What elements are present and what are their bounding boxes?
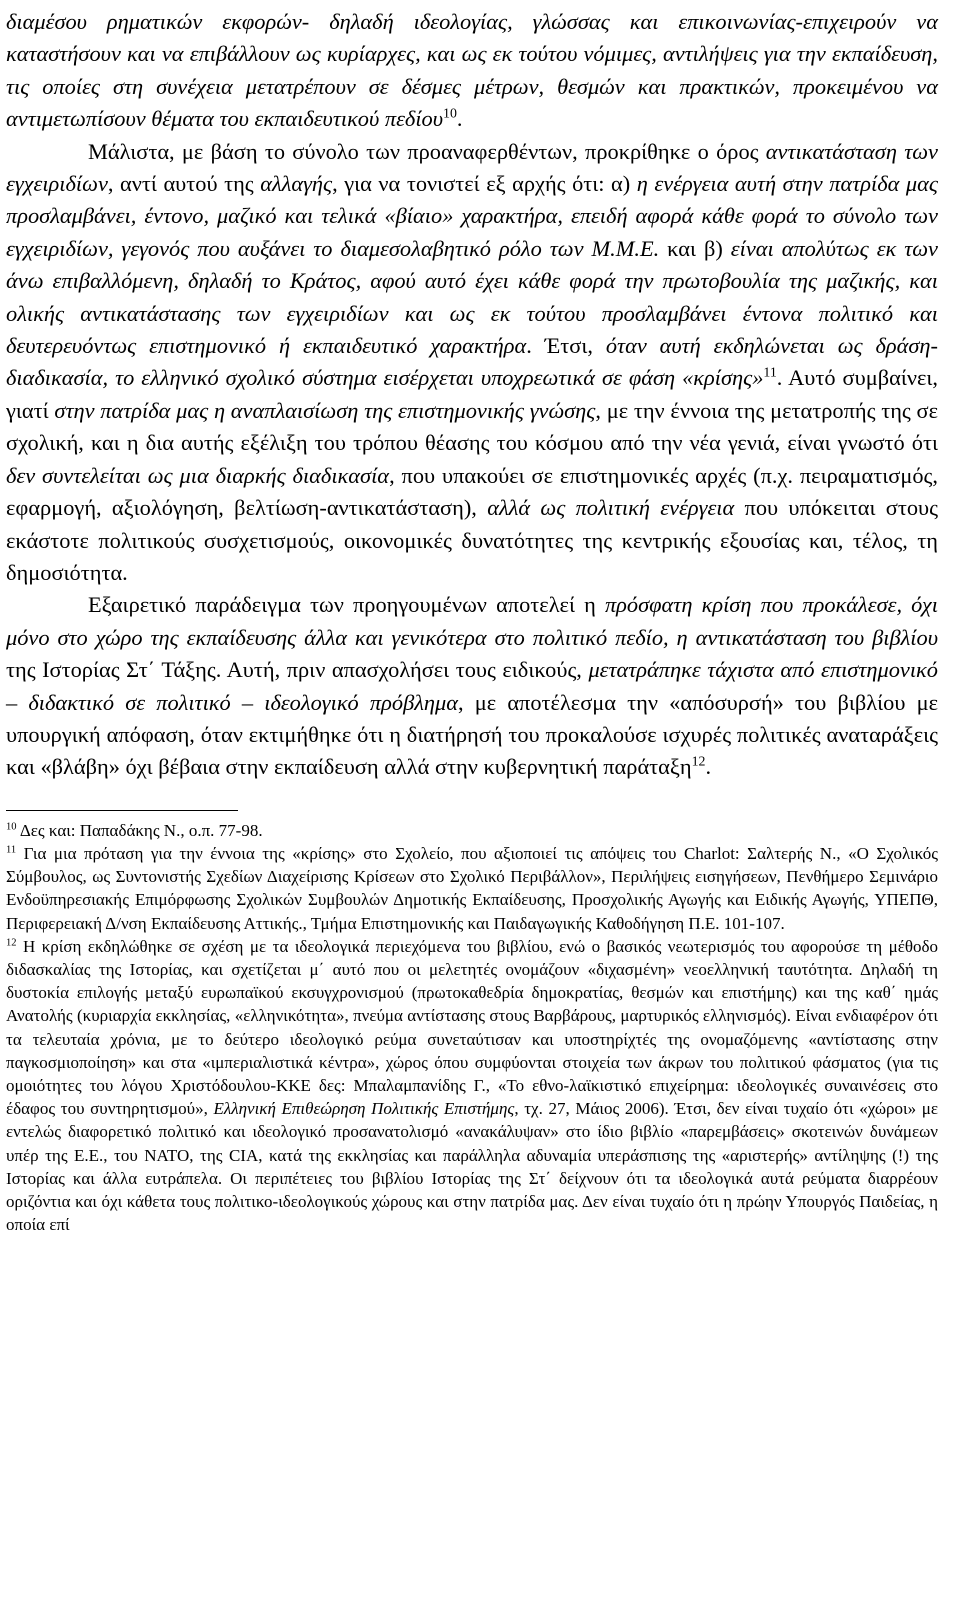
paragraph-2 [6, 136, 938, 590]
text-run: , τχ. 27, Μάιος 2006). Έτσι, δεν είναι τυχαίο ότι «χώροι» με εντελώς διαφορετικό πολιτικό και ιδεολογικό προσανατολισμό «ανακάλυψαν» στο ίδιο βιβλίο «παρεμβάσεις» σκοτεινών δυνάμεων υπέρ της Ε.Ε., του ΝΑΤΟ, της CIA, κατά της εκκλησίας και παράλληλα αδυναμία υπεράσπισης της «αριστερής» αντίληψης (!) της Ιστορίας και άλλα ευτράπελα. Οι περιπέτειες του βιβλίου Ιστορίας της Στ΄ δείχνουν ότι τα ιδεολογικά αυτά ρεύματα διαρρέουν οριζόντια και όχι κάθετα τους πολιτικο-ιδεολογικούς χώρους και στην πατρίδα μας. Δεν είναι τυχαίο ότι η πρώην Υπουργός Παιδείας, η οποία επί [6, 1099, 939, 1235]
text-run: πρόσφατη κρίση που προκάλεσε, όχι μόνο στο χώρο της εκπαίδευσης άλλα και γενικότερα στο πολιτικό πεδίο, η αντικατάσταση του βιβλίου [6, 592, 938, 650]
text-run: . [705, 754, 712, 780]
text-run: Μάλιστα, με βάση το σύνολο των προαναφερθέντων, προκρίθηκε ο όρος [88, 138, 766, 164]
footnote-ref: 10 [443, 106, 457, 122]
text-run: Ελληνική Επιθεώρηση Πολιτικής Επιστήμης [213, 1099, 515, 1119]
text-run: στην πατρίδα μας η αναπλαισίωση της επιστημονικής γνώσης [54, 397, 596, 423]
text-run: μετατράπηκε τάχιστα από επιστημονικό – διδακτικό σε πολιτικό – ιδεολογικό πρόβλημα [6, 657, 939, 715]
paragraph-1 [6, 6, 938, 136]
text-run: , με αποτέλεσμα την «απόσυρσή» του βιβλίου με υπουργική απόφαση, όταν εκτιμήθηκε ότι η διατήρησή του προκαλούσε ισχυρές πολιτικές αναταράξεις και «βλάβη» όχι βέβαια στην εκπαίδευση αλλά στην κυβερνητική παράταξη [6, 689, 938, 780]
text-run: , που υπακούει σε επιστημονικές αρχές (π.χ. πειραματισμός, εφαρμογή, αξιολόγηση, βελτίωση-αντικατάσταση), [6, 462, 939, 521]
text-run: . Αυτό συμβαίνει, γιατί [6, 365, 938, 423]
text-run: και β) [659, 235, 731, 261]
footnote-ref: 12 [6, 937, 17, 949]
text-run: είναι απολύτως εκ των άνω επιβαλλόμενη, δηλαδή το Κράτος, αφού αυτό έχει κάθε φορά την πρωτοβουλία της μαζικής, και ολικής αντικατάστασης των εγχειριδίων και ως εκ τούτου προσλαμβάνει έντονα πολιτικό και δευτερευόντως επιστημονικό ή εκπαιδευτικό χαρακτήρα [6, 235, 938, 359]
text-run: η ενέργεια αυτή στην πατρίδα μας προσλαμβάνει, έντονο, μαζικό και τελικά «βίαιο» χαρακτήρα, επειδή αφορά κάθε φορά το σύνολο των εγχειριδίων, γεγονός που αυξάνει το διαμεσολαβητικό ρόλο των Μ.Μ.Ε. [6, 171, 938, 261]
footnote-11 [6, 842, 938, 935]
text-run: διαμέσου ρηματικών εκφορών- δηλαδή ιδεολογίας, γλώσσας και επικοινωνίας-επιχειρούν να καταστήσουν και να επιβάλλουν ως κυρίαρχες, και ως εκ τούτου νόμιμες, αντιλήψεις για την εκπαίδευση, τις οποίες στη συνέχεια μετατρέπουν σε δέσμες μέτρων, θεσμών και πρακτικών, προκειμένου να αντιμετωπίσουν θέματα του εκπαιδευτικού πεδίου [6, 9, 938, 132]
text-run: όταν αυτή εκδηλώνεται ως δράση-διαδικασία, το ελληνικό σχολικό σύστημα εισέρχεται υποχρεωτικά σε φάση «κρίσης» [6, 333, 938, 391]
footnote-separator [6, 810, 238, 811]
footnote-ref: 10 [6, 821, 17, 833]
footnote-ref: 11 [6, 844, 17, 856]
text-run: δεν συντελείται ως μια διαρκής διαδικασία [6, 462, 390, 488]
text-run: Η κρίση εκδηλώθηκε σε σχέση με τα ιδεολογικά περιεχόμενα του βιβλίου, ενώ ο βασικός νεωτερισμός του αφορούσε τη μέθοδο διδασκαλίας της Ιστορίας, και σχετίζεται μ΄ αυτό που οι μελετητές ονομάζουν «διχασμένη» νεοελληνική ταυτότητα. Δηλαδή τη δυστοκία επιλογής μεταξύ ευρωπαϊκού εκσυγχρονισμού (πρωτοκαθεδρία δημοκρατίας, θεσμών και επιστήμης) και της καθ΄ ημάς Ανατολής (κυριαρχία εκκλησίας, «ελληνικότητα», πνεύμα αντίστασης στους Βαρβάρους, μαρτυρικός ελληνισμός). Είναι ενδιαφέρον ότι τα τελευταία χρόνια, με το δεύτερο ιδεολογικό ρεύμα συνεταύτισαν και υποστηρίχτές της ονομαζόμενης «αντίστασης στην παγκοσμιοποίηση» και στα «ιμπεριαλιστικά κέντρα», χώρος όπου συμφύονται στοιχεία των άκρων του πολιτικού φάσματος (για τις ομοιότητες του λόγου Χριστόδουλου-ΚΚΕ δες: Μπαλαμπανίδης Γ., «Το εθνο-λαϊκιστικό επιχείρημα: ιδεολογικές συναινέσεις στο έδαφος του συντηρητισμού», [6, 936, 938, 1119]
footnote-12 [6, 935, 938, 1237]
text-run: , για να τονιστεί εξ αρχής ότι: α) [332, 171, 637, 197]
text-run: αλλά ως πολιτική ενέργεια [487, 495, 735, 521]
footnotes [6, 819, 938, 1237]
paragraph-3 [6, 589, 938, 783]
text-run: . Έτσι, [526, 333, 606, 359]
footnote-10 [6, 819, 938, 842]
text-run: , με την έννοια της μετατροπής της σε σχολική, και η δια αυτής εξέλιξη του τρόπου θέασης του κόσμου από την νέα γενιά, είναι γνωστό ότι [6, 397, 938, 456]
footnote-ref: 11 [763, 366, 777, 381]
text-run: που υπόκειται στους εκάστοτε πολιτικούς συσχετισμούς, οικονομικές δυνατότητες της κεντρικής εξουσίας και, τέλος, τη δημοσιότητα. [6, 495, 938, 585]
text-run: της Ιστορίας Στ΄ Τάξης. Αυτή, πριν απασχολήσει τους ειδικούς, [6, 657, 589, 683]
text-run: αλλαγής [260, 171, 333, 197]
text-run: . [456, 106, 463, 132]
main-text [6, 6, 938, 784]
text-run: Εξαιρετικό παράδειγμα των προηγουμένων αποτελεί η [88, 592, 605, 618]
footnote-ref: 12 [691, 754, 706, 770]
text-run: , αντί αυτού της [107, 171, 261, 197]
text-run: Για μια πρόταση για την έννοια της «κρίσης» στο Σχολείο, που αξιοποιεί τις απόψεις του Charlot: Σαλτερής Ν., «Ο Σχολικός Σύμβουλος, ως Συντονιστής Σχεδίων Διαχείρισης Κρίσεων στο Σχολικό Περιβάλλον», Περιλήψεις εισηγήσεων, Πενθήμερο Σεμινάριο Ενδοϋπηρεσιακής Επιμόρφωσης Σχολικών Συμβουλών Δημοτικής Εκπαίδευσης, Προσχολικής Αγωγής και Ειδικής Αγωγής, ΥΠΕΠΘ, Περιφερειακή Δ/νση Εκπαίδευσης Αττικής., Τμήμα Επιστημονικής και Παιδαγωγικής Καθοδήγηση Π.Ε. 101-107. [6, 843, 938, 933]
text-run: αντικατάσταση των εγχειριδίων [6, 138, 938, 197]
text-run: Δες και: Παπαδάκης Ν., ο.π. 77-98. [16, 820, 263, 840]
